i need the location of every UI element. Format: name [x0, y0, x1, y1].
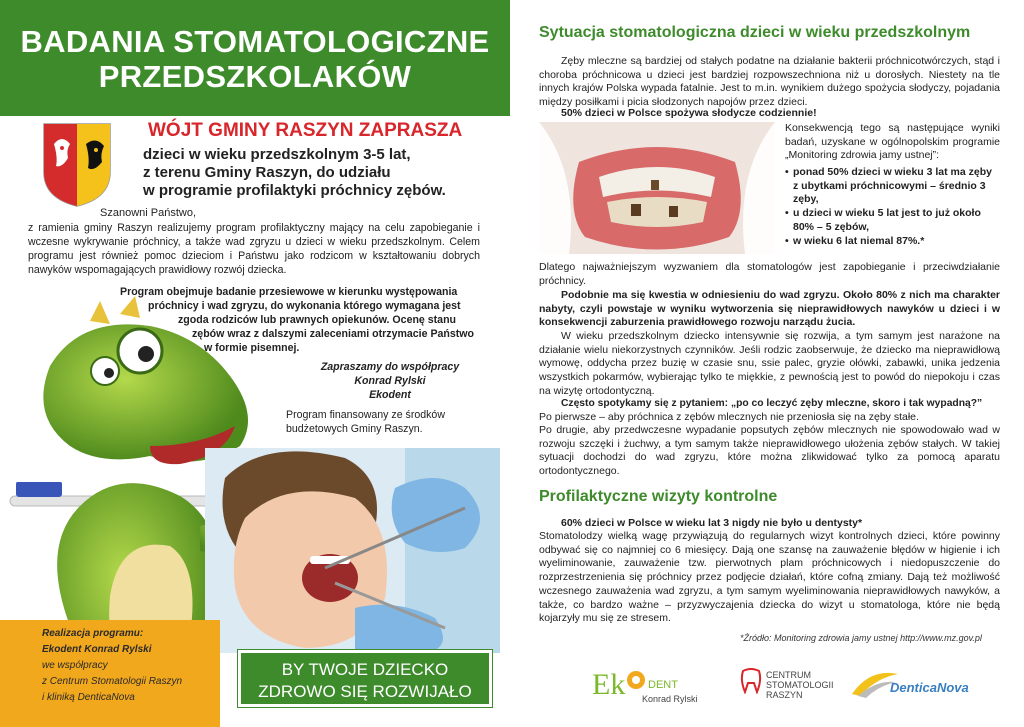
development-paragraph: W wieku przedszkolnym dziecko intensywnie się rozwija, a tym samym jest narażone na działanie wielu niekorzystnych czynników. Jeśli rodzic zaobserwuje, że dziecko ma nieprawidłową wymowę, oddycha przez buzię w czasie snu, ssie palec, gryzie ołówki, zabawki, unika jedzenia wszystkich pokarmów, wybierając tylko te miękkie, z pewnością jest to powód do niepokoju i czas na wizytę ortodontyczną.	[539, 330, 1000, 397]
invitation-line: z terenu Gminy Raszyn, do udziału	[143, 164, 391, 181]
program-line: Program obejmuje badanie przesiewowe w kierunku występowania	[120, 286, 458, 298]
child-teeth-photo	[539, 122, 775, 254]
invitation-line: dzieci w wieku przedszkolnym 3-5 lat,	[143, 146, 411, 163]
partner-logos	[590, 662, 1020, 712]
slogan-line-2: ZDROWO SIĘ ROZWIJAŁO	[258, 682, 472, 701]
signature-line: Ekodent	[369, 389, 411, 401]
realization-partner-label: we współpracy	[42, 660, 108, 671]
title-line-2: PRZEDSZKOLAKÓW	[98, 59, 412, 94]
visits-fact: 60% dzieci w Polsce w wieku lat 3 nigdy nie było u dentysty*	[561, 517, 863, 529]
invitation-line: w programie profilaktyki próchnicy zębów.	[143, 182, 446, 199]
left-panel	[0, 0, 510, 727]
realization-text	[42, 626, 212, 706]
signature-line: Zapraszamy do współpracy	[320, 361, 460, 373]
realization-partner-2: i kliniką DenticaNova	[42, 692, 135, 703]
boy-dentist-illustration-icon	[205, 448, 500, 653]
statistic-item: • w wieku 6 lat niemal 87%.*	[785, 235, 1000, 249]
slogan-line-1: BY TWOJE DZIECKO	[281, 660, 449, 679]
ekodent-logo	[590, 662, 730, 712]
right-panel	[510, 0, 1024, 727]
invitation-lines	[143, 146, 473, 200]
signature-block	[300, 360, 480, 402]
realization-partner-1: z Centrum Stomatologii Raszyn	[42, 676, 183, 687]
realization-company: Ekodent Konrad Rylski	[42, 644, 152, 655]
second-reason: Po drugie, aby przedwczesne wypadanie popsutych zębów mlecznych nie spowodowało wad w rozwoju szczęki i żuchwy, a tym samym także nieprawidłowego ułożenia zębów stałych. W takiej sytuacji dochodzi do wad zgryzu, które można zlikwidować tylko za pomocą aparatu ortodontycznego.	[539, 424, 1000, 478]
centrum-line: CENTRUM	[766, 670, 811, 680]
denticanova-name: DenticaNova	[890, 680, 969, 695]
signature-line: Konrad Rylski	[354, 375, 426, 387]
dentist-photo	[205, 448, 500, 653]
tooth-icon	[740, 668, 762, 694]
svg-text:Ek: Ek	[592, 668, 626, 701]
section-heading-situation: Sytuacja stomatologiczna dzieci w wieku przedszkolnym	[539, 24, 971, 41]
main-title	[0, 24, 510, 94]
situation-paragraph-1: Zęby mleczne są bardziej od stałych podatne na działanie bakterii próchnicotwórczych, stąd i choroba próchnicowa u dzieci jest bardziej rozpowszechniona niż u dorosłych. Niestety na tle innych krajów Polska wypada fatalnie. Jest to m.in. wynikiem dużego spożycia słodyczy, pojadania między posiłkami i picia słodzonych napojów przez dzieci.	[539, 55, 1000, 109]
section-heading-visits: Profilaktyczne wizyty kontrolne	[539, 488, 778, 505]
sweets-fact: 50% dzieci w Polsce spożywa słodycze codziennie!	[561, 107, 817, 119]
prevention-paragraph: Dlatego najważniejszym wyzwaniem dla stomatologów jest zapobieganie i przeciwdziałanie próchnicy.	[539, 261, 1000, 287]
funding-note: Program finansowany ze środków budżetowych Gminy Raszyn.	[286, 409, 445, 435]
statistics-list	[785, 166, 1000, 248]
program-line: próchnicy i wad zgryzu, do wykonania którego wymagana jest	[148, 300, 461, 312]
title-line-1: BADANIA STOMATOLOGICZNE	[20, 24, 490, 59]
statistic-item: • u dzieci w wieku 5 lat jest to już około 80% – 5 zębów,	[785, 207, 1000, 234]
program-line: zgoda rodziców lub prawnych opiekunów. Ocenę stanu	[178, 314, 457, 326]
decayed-teeth-illustration-icon	[539, 122, 775, 254]
centrum-text	[766, 670, 834, 700]
statistic-item: • ponad 50% dzieci w wieku 3 lat ma zęby z ubytkami próchnicowymi – średnio 3 zęby,	[785, 166, 1000, 207]
denticanova-logo	[850, 662, 1000, 712]
invitation-heading: WÓJT GMINY RASZYN ZAPRASZA	[148, 120, 463, 141]
source-note: *Źródło: Monitoring zdrowia jamy ustnej http://www.mz.gov.pl	[740, 633, 982, 643]
first-reason: Po pierwsze – aby próchnica z zębów mlecznych nie przeniosła się na zęby stałe.	[539, 411, 919, 423]
realization-box	[0, 620, 220, 727]
realization-label: Realizacja programu:	[42, 628, 144, 639]
title-banner	[0, 0, 510, 116]
intro-paragraph: z ramienia gminy Raszyn realizujemy program profilaktyczny mający na celu zapobieganie i wczesne wykrywanie próchnicy, a także wad zgryzu u dzieci w wieku przedszkolnym. Celem programu jest również pomoc dzieciom i Państwu jako rodzicom w kształtowaniu dobrych nawyków wspomagających prawidłowy rozwój dziecka.	[28, 222, 480, 276]
consequence-paragraph: Konsekwencją tego są następujące wyniki badań, uzyskane w ogólnopolskim programie „Monitoring zdrowia jamy ustnej”:	[785, 122, 1000, 162]
program-line: zębów wraz z dalszymi zaleceniami otrzymacie Państwo	[192, 328, 475, 340]
centrum-line: RASZYN	[766, 690, 803, 700]
program-line: w formie pisemnej.	[204, 342, 300, 354]
svg-text:DENT: DENT	[648, 679, 678, 691]
malocclusion-paragraph: Podobnie ma się kwestia w odniesieniu do wad zgryzu. Około 80% z nich ma charakter nabyty, czyli powstaje w wyniku wytworzenia się nieprawidłowych nawyków u dzieci i w konsekwencji zaburzenia prawidłowego rozwoju narządu żucia.	[539, 289, 1000, 329]
question-line: Często spotykamy się z pytaniem: „po co leczyć zęby mleczne, skoro i tak wypadną?”	[561, 398, 983, 409]
centrum-logo	[740, 662, 850, 712]
slogan-box	[238, 650, 492, 707]
salutation: Szanowni Państwo,	[100, 207, 196, 219]
ekodent-name: Konrad Rylski	[642, 694, 698, 704]
centrum-line: STOMATOLOGII	[766, 680, 834, 690]
visits-paragraph: Stomatolodzy wielką wagę przywiązują do regularnych wizyt kontrolnych dzieci, które powinny odbywać się co najmniej co 6 miesięcy. Dają one szansę na zauważenie błędów w higienie i ich wyeliminowanie, zauważenie tzw. pierwotnych plam próchnicowych i niedopuszczenie do rozprzestrzenienia się próchnicy przez podjęcie działań, które cofną zmiany. Dają też możliwość wczesnego zauważenia wad zgryzu, a tym samym wyeliminowania nieprawidłowych nawyków, a także, co bardzo ważne – przyzwyczajenia dziecka do wizyt u stomatologa, które nie będą kojarzyły mu się ze stresem.	[539, 530, 1000, 625]
raszyn-crest-icon	[42, 122, 112, 208]
